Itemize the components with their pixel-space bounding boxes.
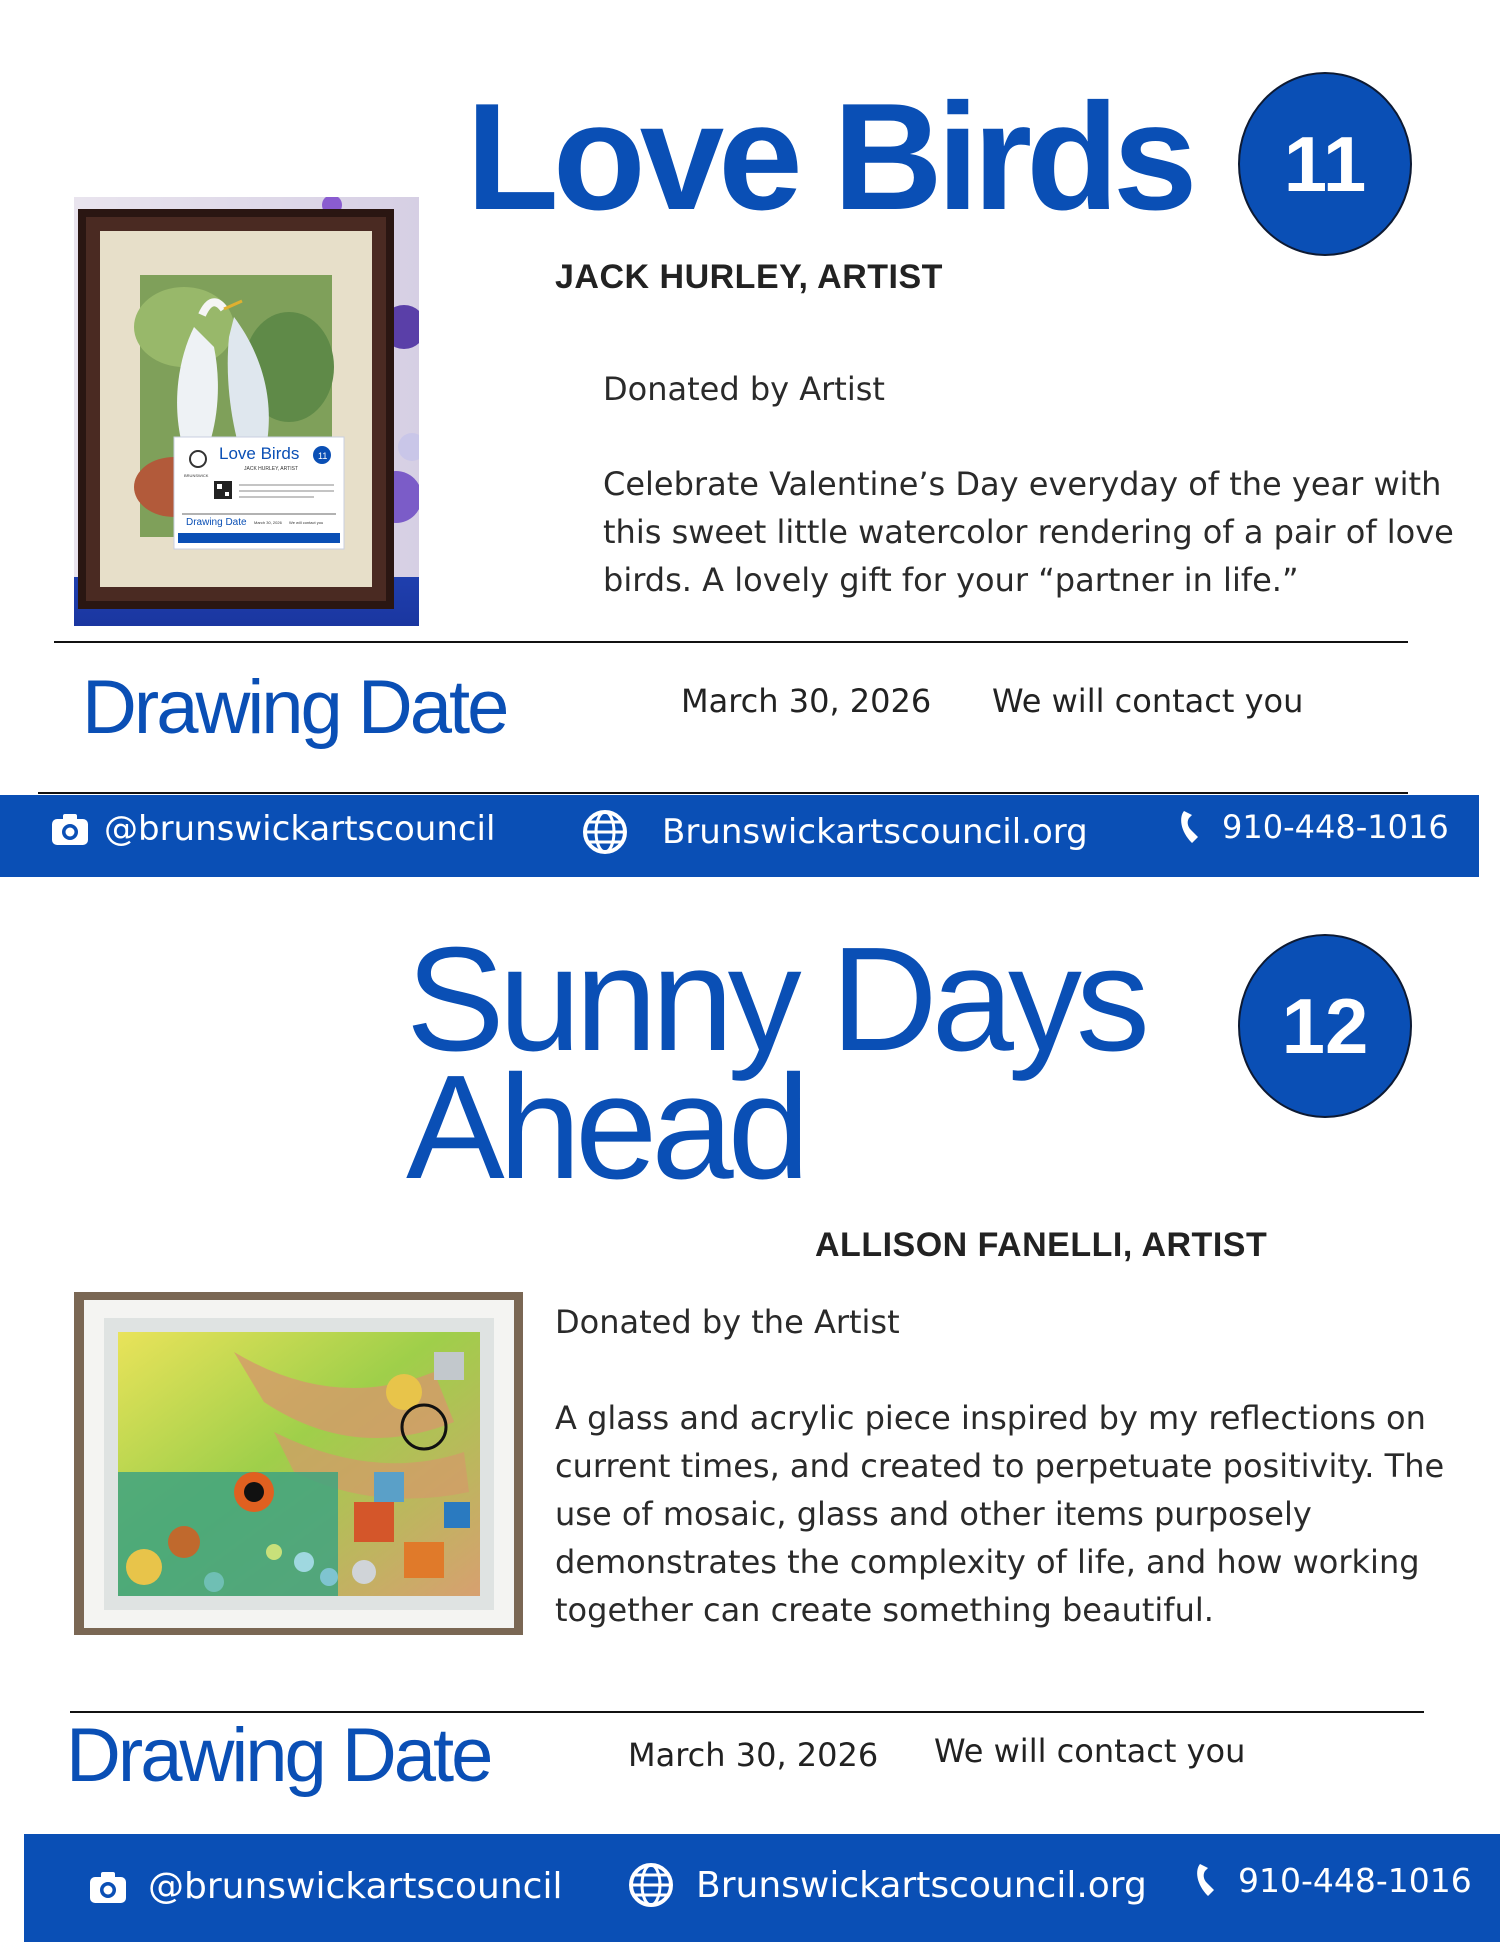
item-number: 12 <box>1281 981 1369 1070</box>
phone-number: 910-448-1016 <box>1222 808 1449 846</box>
website-url: Brunswickartscouncil.org <box>662 812 1088 852</box>
item-title-line-2: Ahead <box>406 1045 804 1210</box>
photo-card-subtitle: JACK HURLEY, ARTIST <box>244 466 298 472</box>
website-link[interactable] <box>582 809 1088 855</box>
item-number-badge <box>1238 72 1412 256</box>
globe-icon <box>628 1862 674 1908</box>
divider-bottom <box>38 792 1408 794</box>
globe-icon <box>582 809 628 855</box>
camera-icon <box>50 811 90 847</box>
contact-note: We will contact you <box>992 682 1304 720</box>
donation-note: Donated by Artist <box>603 370 885 408</box>
divider-top <box>54 641 1408 643</box>
photo-card-title: Love Birds <box>219 444 300 463</box>
artwork-photo-love-birds <box>74 197 419 626</box>
phone-icon <box>1178 807 1208 847</box>
instagram-link[interactable] <box>50 809 495 849</box>
website-url: Brunswickartscouncil.org <box>696 1864 1147 1906</box>
artwork-photo-sunny-days-ahead <box>74 1292 523 1635</box>
phone-number: 910-448-1016 <box>1238 1860 1472 1900</box>
drawing-date-value: March 30, 2026 <box>681 682 932 720</box>
phone-link[interactable] <box>1194 1860 1472 1900</box>
contact-note: We will contact you <box>934 1732 1246 1770</box>
photo-card-number: 11 <box>318 451 328 461</box>
item-description: Celebrate Valentine’s Day everyday of the year with this sweet little watercolor rendering of a pair of love birds. A lovely gift for your “partner in life.” <box>603 465 1454 599</box>
artist-name: JACK HURLEY, ARTIST <box>555 258 943 296</box>
artwork-photo-svg <box>74 197 419 626</box>
instagram-handle: @brunswickartscouncil <box>104 809 496 849</box>
item-description: A glass and acrylic piece inspired by my reflections on current times, and created to perpetuate positivity. The use of mosaic, glass and other items purposely demonstrates the complexity of life, and how working together can create something beautiful. <box>555 1399 1445 1629</box>
instagram-link[interactable] <box>88 1866 562 1907</box>
website-link[interactable] <box>628 1862 1147 1908</box>
photo-card-drawing-label: Drawing Date <box>186 517 247 528</box>
instagram-handle: @brunswickartscouncil <box>148 1866 563 1907</box>
drawing-date-value: March 30, 2026 <box>628 1736 879 1774</box>
phone-link[interactable] <box>1178 807 1449 847</box>
contact-bar <box>24 1834 1500 1942</box>
item-title: Love Birds <box>466 72 1192 242</box>
item-title-line-1: Sunny Days <box>406 917 1144 1082</box>
photo-card-date: March 30, 2026 <box>254 520 282 525</box>
artist-name: ALLISON FANELLI, ARTIST <box>815 1226 1268 1264</box>
phone-icon <box>1194 1860 1224 1900</box>
donation-note: Donated by the Artist <box>555 1303 900 1341</box>
camera-icon <box>88 1869 128 1905</box>
drawing-date-heading: Drawing Date <box>66 1713 491 1798</box>
photo-card-logo-text: BRUNSWICK <box>184 473 209 478</box>
photo-card-contact: We will contact you <box>289 520 324 525</box>
drawing-date-heading: Drawing Date <box>82 665 507 750</box>
item-number: 11 <box>1283 119 1367 208</box>
item-number-badge <box>1238 934 1412 1118</box>
contact-bar <box>0 795 1479 877</box>
artwork-photo-svg <box>74 1292 523 1635</box>
